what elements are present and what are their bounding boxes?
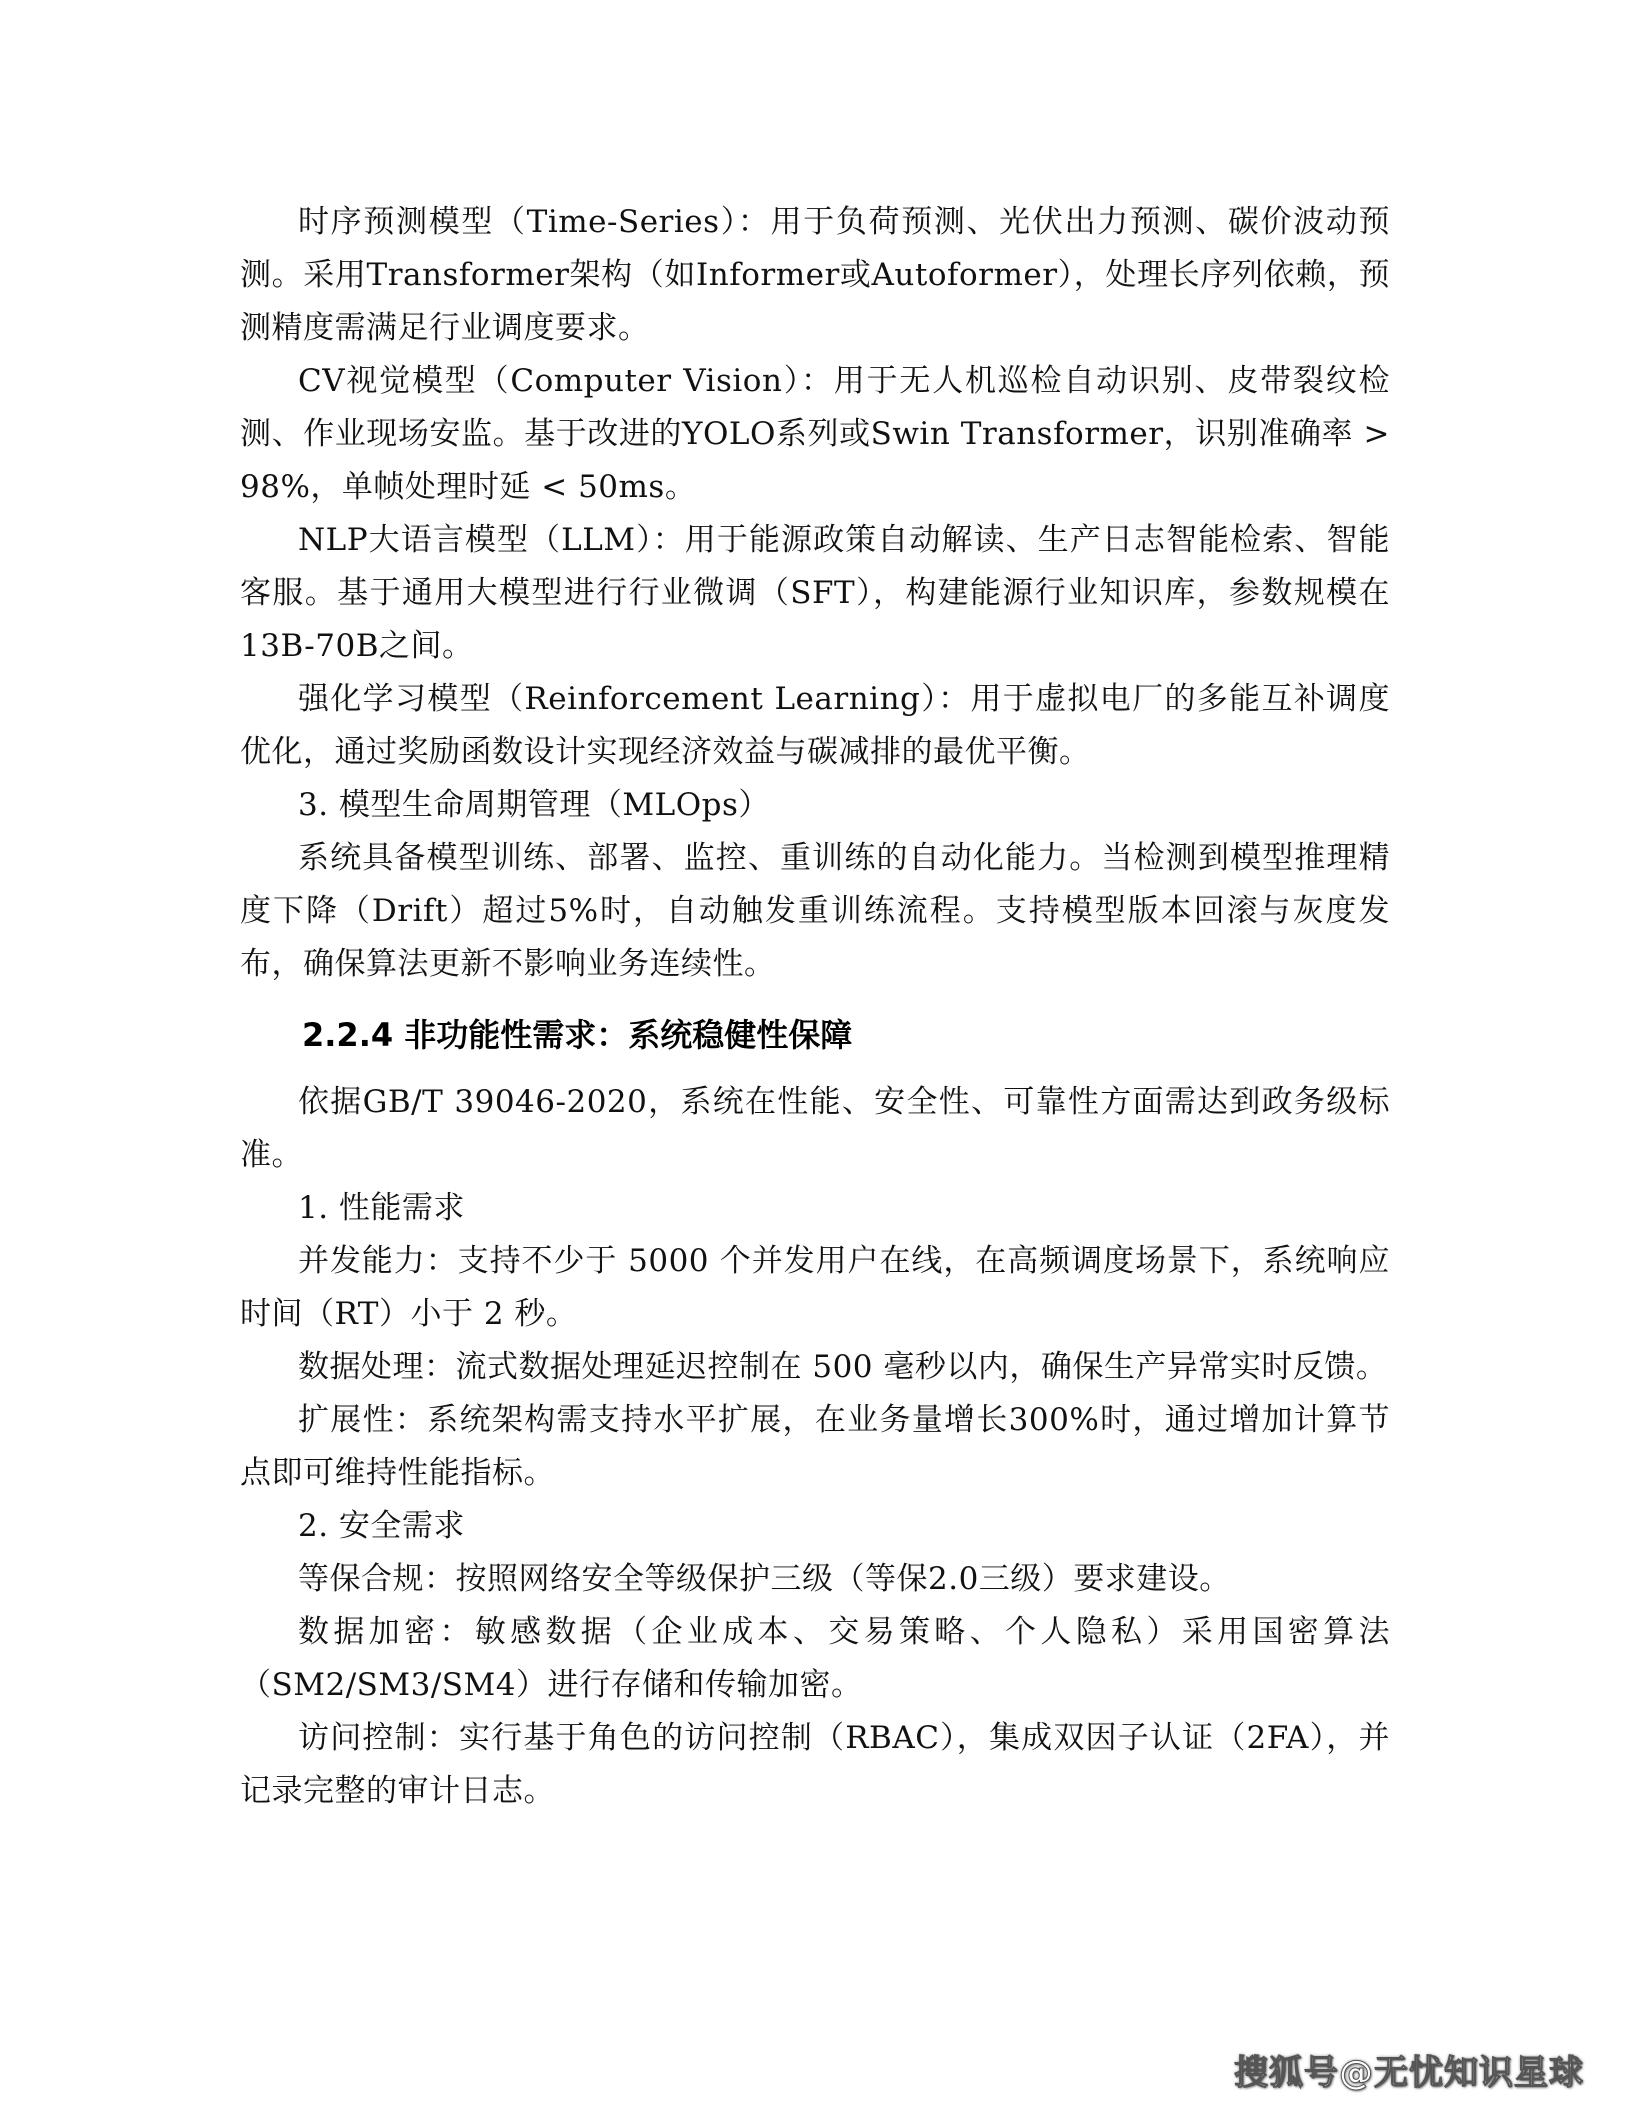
paragraph-cv-model: CV视觉模型（Computer Vision）：用于无人机巡检自动识别、皮带裂纹检测、作业现场安监。基于改进的YOLO系列或Swin Transformer，识别准确率 > 98%，单帧处理时延 < 50ms。 (240, 363, 1390, 505)
document-body (240, 196, 1390, 1818)
list-heading-mlops: 3. 模型生命周期管理（MLOps） (298, 787, 770, 823)
paragraph-time-series: 时序预测模型（Time-Series）：用于负荷预测、光伏出力预测、碳价波动预测。采用Transformer架构（如Informer或Autoformer），处理长序列依赖，预测精度需满足行业调度要求。 (240, 204, 1390, 346)
paragraph-mlops: 系统具备模型训练、部署、监控、重训练的自动化能力。当检测到模型推理精度下降（Drift）超过5%时，自动触发重训练流程。支持模型版本回滚与灰度发布，确保算法更新不影响业务连续性。 (240, 840, 1390, 982)
paragraph-access-control: 访问控制：实行基于角色的访问控制（RBAC），集成双因子认证（2FA），并记录完整的审计日志。 (240, 1720, 1390, 1809)
section-heading: 2.2.4 非功能性需求：系统稳健性保障 (302, 1016, 853, 1054)
paragraph-data-processing: 数据处理：流式数据处理延迟控制在 500 毫秒以内，确保生产异常实时反馈。 (298, 1349, 1388, 1385)
paragraph-compliance: 等保合规：按照网络安全等级保护三级（等保2.0三级）要求建设。 (298, 1561, 1231, 1597)
watermark: 搜狐号@无忧知识星球 (1234, 2053, 1584, 2093)
paragraph-scalability: 扩展性：系统架构需支持水平扩展，在业务量增长300%时，通过增加计算节点即可维持性能指标。 (240, 1402, 1390, 1491)
paragraph-encryption: 数据加密：敏感数据（企业成本、交易策略、个人隐私）采用国密算法（SM2/SM3/SM4）进行存储和传输加密。 (240, 1614, 1390, 1703)
paragraph-rl-model: 强化学习模型（Reinforcement Learning）：用于虚拟电厂的多能互补调度优化，通过奖励函数设计实现经济效益与碳减排的最优平衡。 (240, 681, 1390, 770)
list-heading-performance: 1. 性能需求 (298, 1190, 465, 1226)
paragraph-nlp-model: NLP大语言模型（LLM）：用于能源政策自动解读、生产日志智能检索、智能客服。基于通用大模型进行行业微调（SFT），构建能源行业知识库，参数规模在13B-70B之间。 (240, 522, 1390, 664)
list-heading-security: 2. 安全需求 (298, 1508, 465, 1544)
paragraph-concurrency: 并发能力：支持不少于 5000 个并发用户在线，在高频调度场景下，系统响应时间（RT）小于 2 秒。 (240, 1243, 1390, 1332)
paragraph-standard: 依据GB/T 39046-2020，系统在性能、安全性、可靠性方面需达到政务级标准。 (240, 1084, 1390, 1173)
